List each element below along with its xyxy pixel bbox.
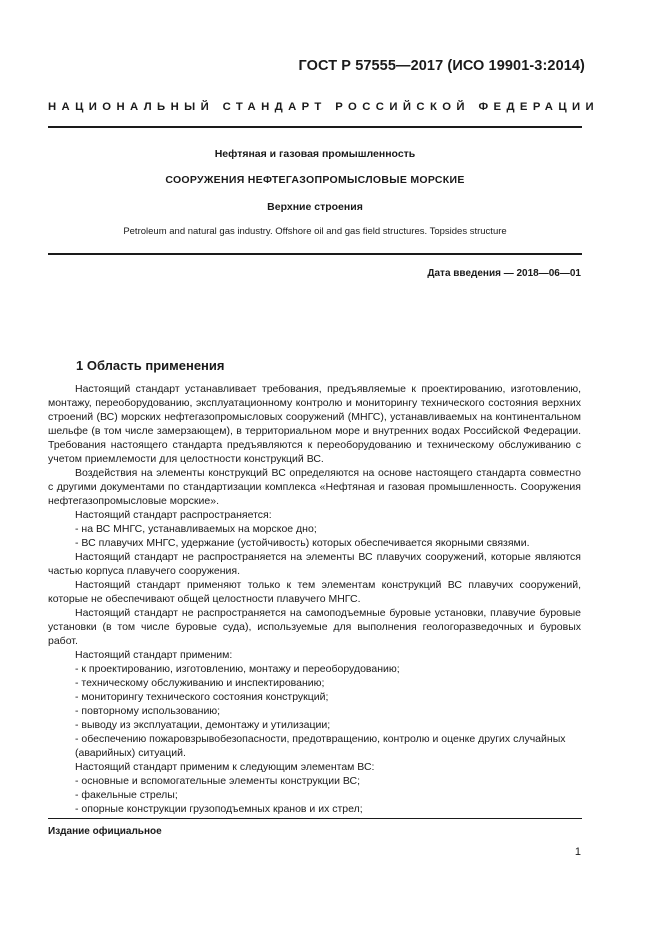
paragraph: Настоящий стандарт применим к следующим элементам ВС: [75,761,375,773]
list-item: - основные и вспомогательные элементы конструкции ВС; [75,775,361,787]
list-item: - к проектированию, изготовлению, монтажу и переоборудованию; [75,663,400,675]
list-item: - опорные конструкции грузоподъемных кранов и их стрел; [75,803,363,815]
industry-title: Нефтяная и газовая промышленность [214,148,416,160]
national-standard-banner: НАЦИОНАЛЬНЫЙ СТАНДАРТ РОССИЙСКОЙ ФЕДЕРАЦИИ [48,101,600,113]
gost-code: ГОСТ Р 57555—2017 (ИСО 19901-3:2014) [298,58,585,74]
list-item: - мониторингу технического состояния конструкций; [75,691,329,703]
title-rule [48,253,582,255]
paragraph: Настоящий стандарт применяют только к тем элементам конструкций ВС плавучих сооружений, которые не обеспечивают общей целостности плавучего МНГС. [48,579,581,605]
list-item: - техническому обслуживанию и инспектированию; [75,677,325,689]
subtitle: Верхние строения [267,201,363,213]
footer-rule [48,818,582,819]
structures-title: СООРУЖЕНИЯ НЕФТЕГАЗОПРОМЫСЛОВЫЕ МОРСКИЕ [165,174,465,186]
paragraph: Воздействия на элементы конструкций ВС определяются на основе настоящего стандарта совместно с другими документами по стандартизации комплекса «Нефтяная и газовая промышленность. Сооружения нефтегазопромысловые морские». [48,467,581,507]
list-item: - выводу из эксплуатации, демонтажу и утилизации; [75,719,331,731]
list-item: - повторному использованию; [75,705,221,717]
english-title: Petroleum and natural gas industry. Offshore oil and gas field structures. Topsides structure [123,226,507,237]
list-item: - ВС плавучих МНГС, удержание (устойчивость) которых обеспечивается якорными связями. [75,537,530,549]
header-rule [48,126,582,128]
section-body [48,382,581,816]
paragraph: Настоящий стандарт не распространяется на самоподъемные буровые установки, плавучие буровые установки (в том числе буровые суда), используемые для выполнения геологоразведочных и буровых работ. [48,607,581,647]
paragraph: Настоящий стандарт применим: [75,649,233,661]
paragraph: Настоящий стандарт распространяется: [75,509,272,521]
page-number: 1 [574,846,581,858]
official-edition-label: Издание официальное [48,826,162,837]
paragraph: Настоящий стандарт не распространяется на элементы ВС плавучих сооружений, которые являются частью корпуса плавучего сооружения. [48,551,581,577]
section-heading: 1 Область применения [76,358,225,373]
list-item: - на ВС МНГС, устанавливаемых на морское дно; [75,523,317,535]
introduction-date: Дата введения — 2018—06—01 [427,268,581,279]
paragraph: Настоящий стандарт устанавливает требования, предъявляемые к проектированию, изготовлению, монтажу, переоборудованию, эксплуатационному контролю и мониторингу технического состояния верхних строений (ВС) морских нефтегазопромысловых сооружений (МНГС), устанавливаемых на континентальном шельфе (в том числе замерзающем), в территориальном море и внутренних водах Российской Федерации. Требования настоящего стандарта предъявляются к переоборудованию и техническому обслуживанию с учетом приемлемости для целостности конструкций ВС. [48,383,581,465]
list-item: - факельные стрелы; [75,789,178,801]
list-item: - обеспечению пожаровзрывобезопасности, предотвращению, контролю и оценке других случайных (аварийных) ситуаций. [75,733,566,759]
